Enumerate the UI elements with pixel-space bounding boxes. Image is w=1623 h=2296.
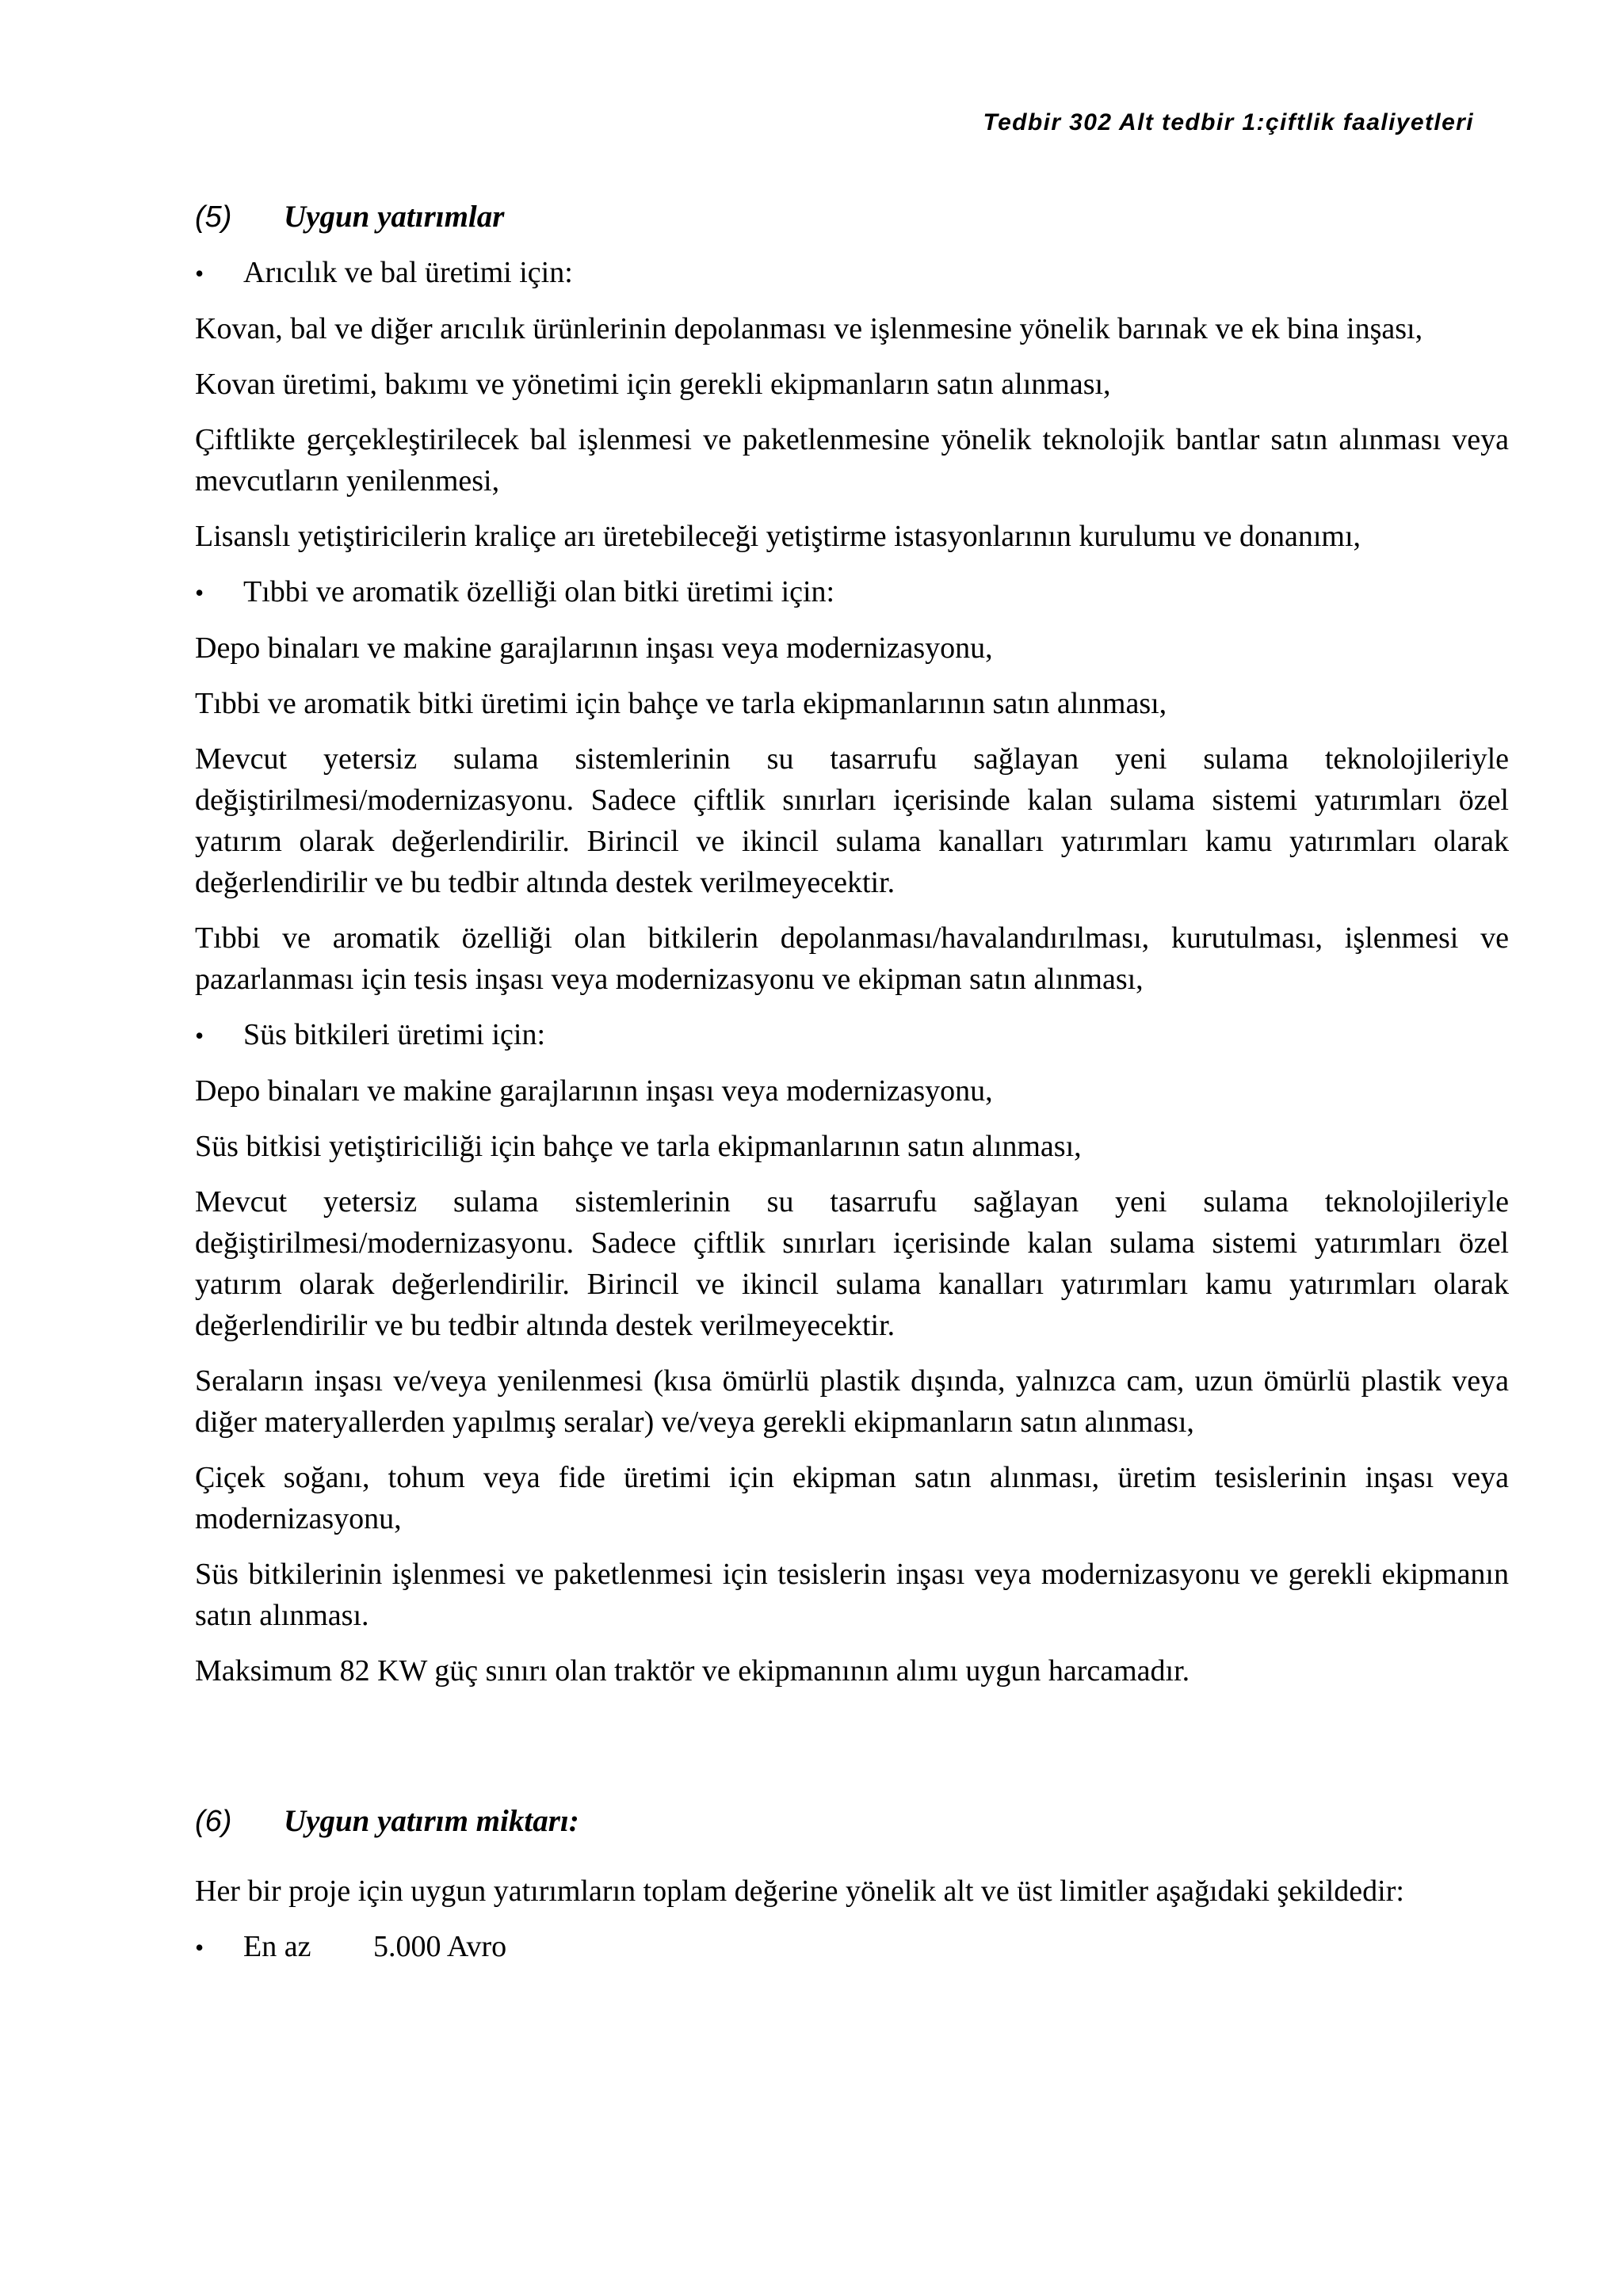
paragraph: Kovan üretimi, bakımı ve yönetimi için gerekli ekipmanların satın alınması, xyxy=(195,368,1111,401)
paragraph: Tıbbi ve aromatik özelliği olan bitkilerin depolanması/havalandırılması, kurutulması, işlenmesi ve pazarlanması için tesis inşası veya modernizasyonu ve ekipman satın alınması, xyxy=(195,921,1509,996)
running-header: Tedbir 302 Alt tedbir 1:çiftlik faaliyetleri xyxy=(983,109,1474,135)
bullet-icon: • xyxy=(195,578,204,607)
paragraph: Her bir proje için uygun yatırımların toplam değerine yönelik alt ve üst limitler aşağıdaki şekildedir: xyxy=(195,1875,1404,1908)
paragraph: Kovan, bal ve diğer arıcılık ürünlerinin depolanması ve işlenmesine yönelik barınak ve ek bina inşası, xyxy=(195,312,1423,345)
bullet-icon: • xyxy=(195,259,204,288)
bullet-min-amount xyxy=(195,1926,1509,1968)
document-body xyxy=(195,196,1509,1982)
section-gap xyxy=(195,1856,1509,1871)
amount-label: En az xyxy=(243,1930,311,1963)
paragraph: Depo binaları ve makine garajlarının inşası veya modernizasyonu, xyxy=(195,631,993,665)
paragraph: Mevcut yetersiz sulama sistemlerinin su tasarrufu sağlayan yeni sulama teknolojileriyle değiştirilmesi/modernizasyonu. Sadece çiftlik sınırları içerisinde kalan sulama sistemi yatırımları özel yatırım olarak değerlendirilir. Birincil ve ikincil sulama kanalları yatırımları kamu yatırımları olarak değerlendirilir ve bu tedbir altında destek verilmeyecektir. xyxy=(195,1185,1509,1342)
paragraph: Süs bitkisi yetiştiriciliği için bahçe ve tarla ekipmanlarının satın alınması, xyxy=(195,1130,1082,1163)
section-5-heading xyxy=(195,196,1509,238)
paragraph: Depo binaları ve makine garajlarının inşası veya modernizasyonu, xyxy=(195,1074,993,1108)
bullet-ornamental xyxy=(195,1014,1509,1056)
section-title: Uygun yatırımlar xyxy=(284,200,505,234)
bullet-icon: • xyxy=(195,1021,204,1050)
paragraph: Seraların inşası ve/veya yenilenmesi (kısa ömürlü plastik dışında, yalnızca cam, uzun ömürlü plastik veya diğer materyallerden yapılmış seralar) ve/veya gerekli ekipmanların satın alınması, xyxy=(195,1364,1509,1439)
paragraph: Maksimum 82 KW güç sınırı olan traktör ve ekipmanının alımı uygun harcamadır. xyxy=(195,1654,1190,1688)
section-number: (6) xyxy=(195,1805,232,1838)
amount-row xyxy=(243,1926,506,1967)
bullet-text: Tıbbi ve aromatik özelliği olan bitki üretimi için: xyxy=(243,575,835,608)
section-gap xyxy=(195,1706,1509,1801)
section-number: (5) xyxy=(195,200,232,234)
paragraph: Tıbbi ve aromatik bitki üretimi için bahçe ve tarla ekipmanlarının satın alınması, xyxy=(195,687,1167,720)
section-title: Uygun yatırım miktarı: xyxy=(284,1804,579,1838)
paragraph: Çiçek soğanı, tohum veya fide üretimi için ekipman satın alınması, üretim tesislerinin inşası veya modernizasyonu, xyxy=(195,1461,1509,1535)
bullet-text: Süs bitkileri üretimi için: xyxy=(243,1018,546,1051)
bullet-icon: • xyxy=(195,1933,204,1962)
paragraph: Lisanslı yetiştiricilerin kraliçe arı üretebileceği yetiştirme istasyonlarının kurulumu ve donanımı, xyxy=(195,520,1361,553)
paragraph: Süs bitkilerinin işlenmesi ve paketlenmesi için tesislerin inşası veya modernizasyonu ve gerekli ekipmanın satın alınması. xyxy=(195,1558,1509,1632)
section-6-heading xyxy=(195,1801,1509,1842)
bullet-text: Arıcılık ve bal üretimi için: xyxy=(243,256,573,289)
paragraph: Mevcut yetersiz sulama sistemlerinin su tasarrufu sağlayan yeni sulama teknolojileriyle değiştirilmesi/modernizasyonu. Sadece çiftlik sınırları içerisinde kalan sulama sistemi yatırımları özel yatırım olarak değerlendirilir. Birincil ve ikincil sulama kanalları yatırımları kamu yatırımları olarak değerlendirilir ve bu tedbir altında destek verilmeyecektir. xyxy=(195,742,1509,899)
paragraph: Çiftlikte gerçekleştirilecek bal işlenmesi ve paketlenmesine yönelik teknolojik bantlar satın alınması veya mevcutların yenilenmesi, xyxy=(195,423,1509,498)
amount-value: 5.000 Avro xyxy=(373,1930,507,1963)
bullet-medicinal xyxy=(195,571,1509,613)
bullet-beekeeping xyxy=(195,252,1509,294)
